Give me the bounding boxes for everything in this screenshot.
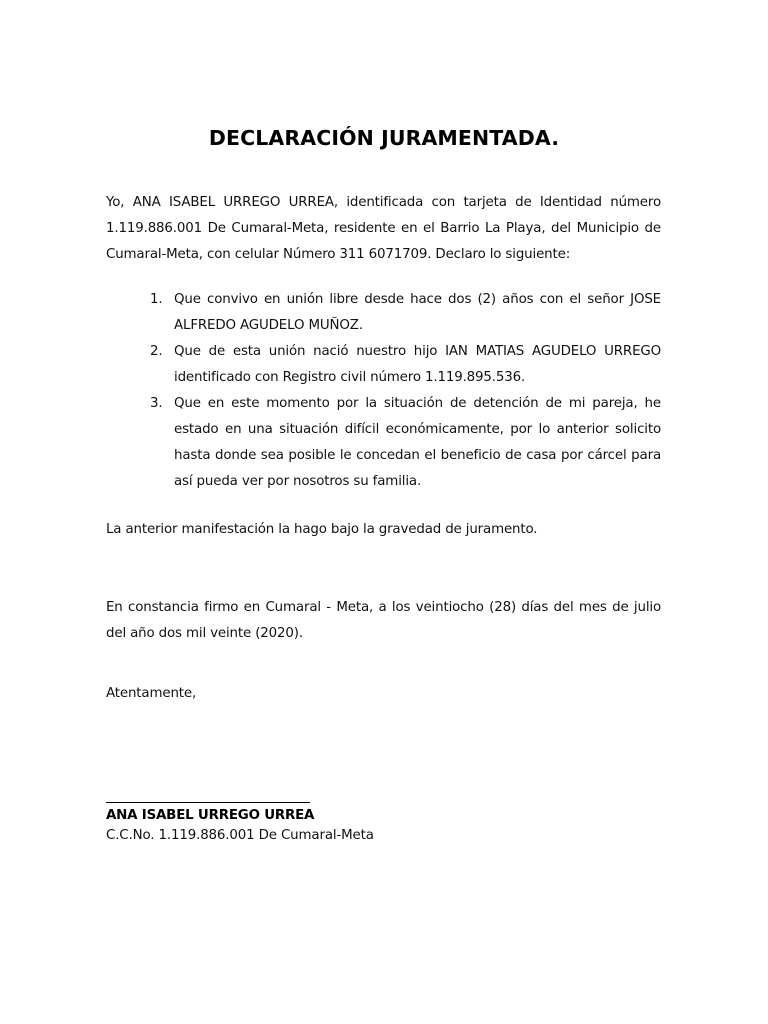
signature-line — [106, 802, 310, 803]
signatory-id: C.C.No. 1.119.886.001 De Cumaral-Meta — [106, 828, 374, 843]
item-number: 3. — [150, 396, 163, 411]
item-number: 2. — [150, 344, 163, 359]
item-text: Que en este momento por la situación de detención de mi pareja, he estado en una situación difícil económicamente, por lo anterior solicito hasta donde sea posible le concedan el beneficio de casa por cárcel para así pueda ver por nosotros su familia. — [174, 396, 661, 489]
salutation: Atentamente, — [106, 686, 197, 701]
attestation-paragraph: En constancia firmo en Cumaral - Meta, a los veintiocho (28) días del mes de julio del año dos mil veinte (2020). — [106, 600, 661, 641]
item-text: Que de esta unión nació nuestro hijo IAN MATIAS AGUDELO URREGO identificado con Registro civil número 1.119.895.536. — [174, 344, 661, 385]
declaration-item — [150, 287, 661, 339]
signatory-name: ANA ISABEL URREGO URREA — [106, 808, 315, 823]
declaration-item — [150, 391, 661, 495]
item-text: Que convivo en unión libre desde hace dos (2) años con el señor JOSE ALFREDO AGUDELO MUÑOZ. — [174, 292, 661, 333]
oath-statement: La anterior manifestación la hago bajo la gravedad de juramento. — [106, 522, 538, 537]
declaration-item — [150, 339, 661, 391]
document-title: DECLARACIÓN JURAMENTADA. — [208, 126, 560, 150]
intro-paragraph: Yo, ANA ISABEL URREGO URREA, identificada con tarjeta de Identidad número 1.119.886.001 De Cumaral-Meta, residente en el Barrio La Playa, del Municipio de Cumaral-Meta, con celular Número 311 6071709. Declaro lo siguiente: — [106, 195, 661, 262]
item-number: 1. — [150, 292, 163, 307]
declaration-list — [150, 287, 661, 495]
